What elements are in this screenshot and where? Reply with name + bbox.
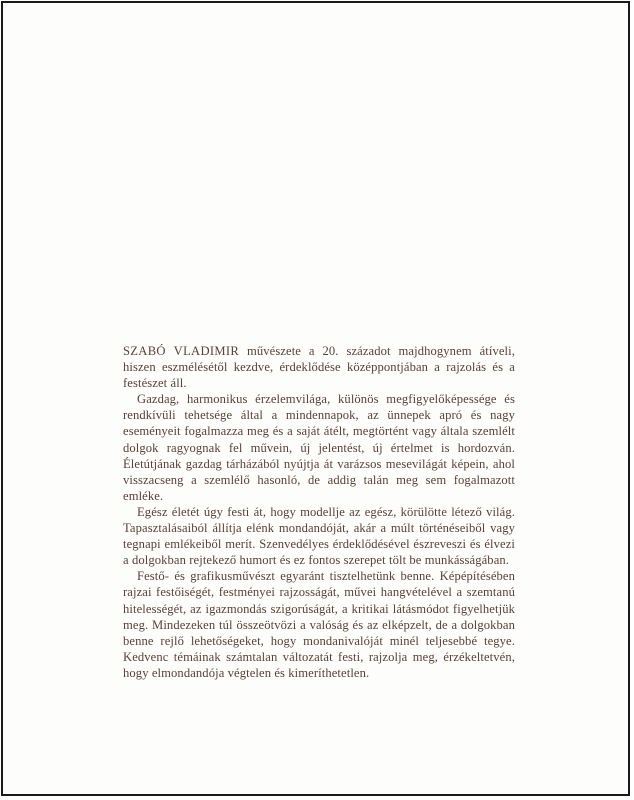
author-name: SZABÓ VLADIMIR (123, 344, 240, 358)
paragraph-1-text: művészete a 20. századot majdhogynem átíveli, hiszen eszmélésétől kezdve, érdeklődése középpontjában a rajzolás és a festészet áll. (123, 344, 515, 391)
paragraph-1 (123, 343, 515, 391)
paragraph-3: Egész életét úgy festi át, hogy modellje az egész, körülötte létező világ. Tapasztalásaiból állítja elénk mondandóját, akár a múlt történéseiből vagy tegnapi emlékeiből merít. Szenvedélyes érdeklődésével észreveszi és élvezi a dolgokban rejtekező humort és ez fontos szerepet tölt be munkásságában. (123, 504, 515, 568)
paragraph-4: Festő- és grafikusművészt egyaránt tisztelhetünk benne. Képépítésében rajzai festőiségét, festményei rajzosságát, művei hangvételével a szemtanú hitelességét, az igazmondás szigorúságát, a kritikai látásmódot figyelhetjük meg. Mindezeken túl összeötvözi a valóság és az elképzelt, de a dolgokban benne rejlő lehetőségeket, hogy mondanivalóját minél teljesebbé tegye. Kedvenc témáinak számtalan változatát festi, rajzolja meg, érzékeltetvén, hogy elmondandója végtelen és kimeríthetetlen. (123, 569, 515, 680)
paragraph-2: Gazdag, harmonikus érzelemvilága, különös megfigyelőképessége és rendkívüli tehetsége által a mindennapok, az ünnepek apró és nagy eseményeit fogalmazza meg és a saját átélt, megtörtént vagy általa szemlélt dolgok ragyognak fel művein, új jelentést, új értelmet is hordozván. Életútjának gazdag tárházából nyújtja át varázsos mesevilágát képein, ahol visszacseng a szemlélő hasonló, de addig talán meg sem fogalmazott emléke. (123, 392, 515, 503)
article-text (123, 343, 515, 681)
